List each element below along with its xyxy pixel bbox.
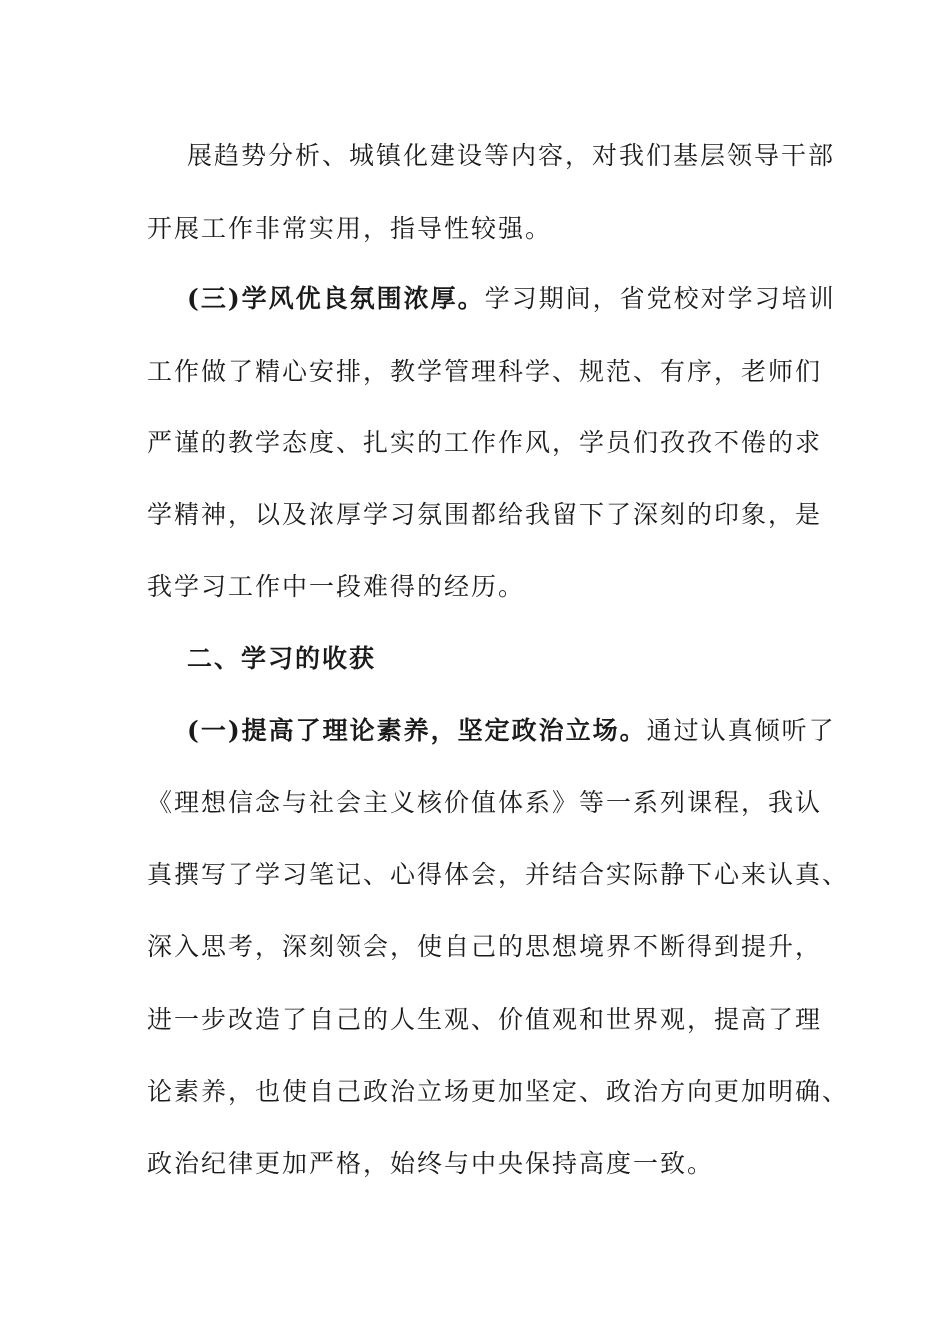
text-run: 深入思考，深刻领会，使自己的思想境界不断得到提升， bbox=[147, 932, 823, 961]
text-run: 开展工作非常实用，指导性较强。 bbox=[147, 214, 553, 243]
bold-run: (三)学风优良氛围浓厚。 bbox=[187, 284, 485, 313]
text-run: 政治纪律更加严格，始终与中央保持高度一致。 bbox=[147, 1149, 715, 1178]
text-run: 通过认真倾听了 bbox=[646, 716, 836, 745]
text-run: 学习期间，省党校对学习培训 bbox=[484, 284, 836, 313]
text-run: 工作做了精心安排，教学管理科学、规范、有序，老师们 bbox=[147, 357, 823, 386]
bold-run: (一)提高了理论素养，坚定政治立场。 bbox=[187, 716, 647, 745]
text-run: 《理想信念与社会主义核价值体系》等一系列课程，我认 bbox=[147, 788, 823, 817]
text-line bbox=[147, 932, 822, 962]
subheading-line bbox=[187, 716, 836, 746]
text-line bbox=[147, 500, 822, 530]
text-run: 展趋势分析、城镇化建设等内容，对我们基层领导干部 bbox=[187, 141, 836, 170]
text-run: 学精神，以及浓厚学习氛围都给我留下了深刻的印象，是 bbox=[147, 500, 823, 529]
text-line bbox=[147, 1149, 714, 1179]
text-run: 严谨的教学态度、扎实的工作作风，学员们孜孜不倦的求 bbox=[147, 428, 823, 457]
subheading-line bbox=[187, 284, 836, 314]
text-line bbox=[147, 788, 822, 818]
text-run: 论素养，也使自己政治立场更加坚定、政治方向更加明确、 bbox=[147, 1077, 850, 1106]
text-run: 真撰写了学习笔记、心得体会，并结合实际静下心来认真、 bbox=[147, 860, 850, 889]
section-heading bbox=[187, 644, 376, 674]
text-line bbox=[147, 214, 552, 244]
text-line bbox=[147, 572, 525, 602]
text-line bbox=[147, 860, 849, 890]
text-line bbox=[147, 357, 822, 387]
text-run: 进一步改造了自己的人生观、价值观和世界观，提高了理 bbox=[147, 1005, 823, 1034]
text-line bbox=[147, 428, 822, 458]
text-run: 我学习工作中一段难得的经历。 bbox=[147, 572, 526, 601]
bold-run: 二、学习的收获 bbox=[187, 644, 377, 673]
text-line bbox=[187, 141, 835, 171]
text-line bbox=[147, 1005, 822, 1035]
text-line bbox=[147, 1077, 849, 1107]
